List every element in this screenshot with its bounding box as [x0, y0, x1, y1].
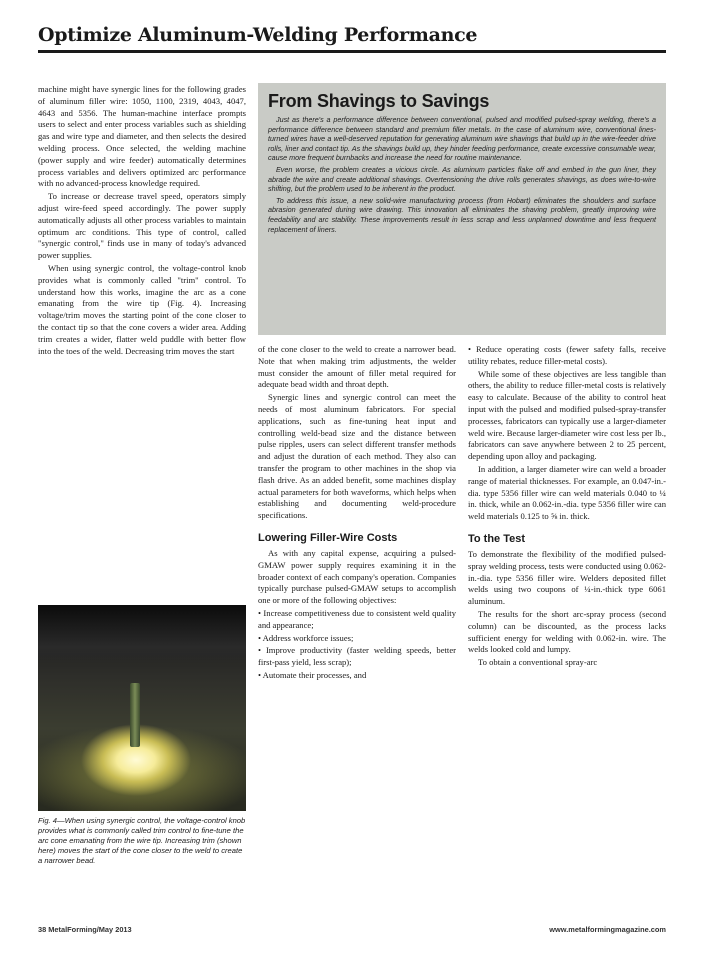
- sidebar-title: From Shavings to Savings: [268, 91, 490, 111]
- figure-caption: Fig. 4—When using synergic control, the voltage-control knob provides what is commonly called trim control to fine-tune the arc cone emanating from the wire tip. Increasing trim (shown here) moves the start of the cone closer to the weld to create a narrower bead.: [38, 816, 246, 865]
- header-rule: [38, 50, 666, 53]
- section-heading-to-the-test: To the Test: [468, 532, 526, 545]
- right-column: [468, 344, 666, 670]
- middle-paragraph: Synergic lines and synergic control can meet the needs of most aluminum fabricators. For special applications, such as fine-tuning heat input and controlling weld-bead size and the distance between pulse ripples, users can select different transfer methods and adjust the duration of each method. They also can transfer the program to other machines in the shop via flash drive. As an added benefit, some machines display actual parameters for both waveforms, which helps when establishing and documenting weld-procedure specifications.: [258, 392, 456, 521]
- left-paragraph: machine might have synergic lines for the following grades of aluminum filler wire: 1050, 1100, 2319, 4043, 4047, 4643 and 5356. The human-machine interface prompts users to select and enter process variables such as shielding gas and wire type and diameter, and then selects the desired welding process. Once selected, the welding machine (power supply and wire feeder) automatically determines process variables and delivers optimized arc performance with no advanced-process knowledge required.: [38, 84, 246, 189]
- right-paragraph: While some of these objectives are less tangible than others, the ability to reduce filler-metal costs is relatively easy to calculate. Because of the ability to control heat input with the pulsed and modified pulsed-spray-transfer processes, fabricators can typically use a larger-diameter weld wire. Because larger-diameter wire cost less per lb., fabricators can save anywhere between 2 to 25 percent, depending upon alloy and packaging.: [468, 368, 666, 462]
- objective-bullet: • Address workforce issues;: [258, 632, 354, 643]
- footer-url: www.metalformingmagazine.com: [549, 925, 666, 934]
- welding-arc-photo: [38, 605, 246, 811]
- left-column: [38, 84, 246, 358]
- right-paragraph: In addition, a larger diameter wire can weld a broader range of material thicknesses. For example, an 0.047-in.-dia. type 5356 filler wire can weld materials 0.040 to ¼ in. thick, while an 0.062-in.-dia. type 5356 filler wire can weld materials 0.125 to ⅝ in. thick.: [468, 463, 666, 522]
- left-paragraph: To increase or decrease travel speed, operators simply adjust wire-feed speed accordingly. The power supply automatically adjusts all other process variables to maintain optimum arc conditions. This type of control, called "synergic control," finds use in many of today's advanced power supplies.: [38, 191, 246, 261]
- page-header-title: Optimize Aluminum-Welding Performance: [38, 24, 478, 46]
- middle-column: [258, 344, 456, 683]
- objective-bullet: • Improve productivity (faster welding speeds, better first-pass yield, less scrap);: [258, 645, 456, 668]
- right-paragraph: To demonstrate the flexibility of the modified pulsed-spray welding process, tests were conducted using 0.062-in.-dia. type 5356 filler wire. Welders deposited fillet welds using two coupons of ¼-in.-thick type 6061 aluminum.: [468, 548, 666, 607]
- right-paragraph: The results for the short arc-spray process (second column) can be discounted, as the process lacks sufficient energy for welding with 0.062-in. wire. The welds looked cold and lumpy.: [468, 608, 666, 655]
- section-heading-filler-wire-costs: Lowering Filler-Wire Costs: [258, 531, 398, 544]
- objective-bullet: • Automate their processes, and: [258, 669, 367, 680]
- objective-bullet: • Increase competitiveness due to consistent weld quality and appearance;: [258, 607, 456, 630]
- left-paragraph: When using synergic control, the voltage-control knob provides what is commonly called "trim" control. To understand how this works, imagine the arc as a cone emanating from the wire tip (Fig. 4). Increasing voltage/trim moves the starting point of the cone closer to the contact tip so that the cone covers a wider area. Adding trim creates a wider, flatter weld puddle with better flow into the toes of the weld. Decreasing trim moves the start: [38, 262, 246, 356]
- right-paragraph: To obtain a conventional spray-arc: [478, 657, 598, 668]
- sidebar-paragraph: Even worse, the problem creates a vicious circle. As aluminum particles flake off and embed in the gun liner, they abrade the wire and create additional shavings. Overtensioning the drive rolls generates shavings, as does wire-to-wire shifting, but the problem used to be inherent in the product.: [268, 164, 656, 194]
- objective-bullet: • Reduce operating costs (fewer safety falls, receive utility rebates, reduce filler-metal costs).: [468, 344, 666, 366]
- welding-gun-shape: [38, 605, 246, 665]
- sidebar-paragraph: Just as there's a performance difference between conventional, pulsed and modified pulsed-spray welding, there's a performance difference between standard and premium filler metals. In the case of aluminum wire, conventional lines-turned wires have a well-deserved reputation for generating aluminum wire shavings that build up in the wire-feeder drive rolls, liner and contact tip. As the shavings build up, they hinder feeding performance, create excessive consumable wear, cause more frequent burnbacks and increase the need for routine maintenance.: [268, 115, 656, 163]
- sidebar-box: [258, 83, 666, 335]
- middle-paragraph: As with any capital expense, acquiring a pulsed-GMAW power supply requires examining it in the broader context of each company's operation. Companies typically purchase pulsed-GMAW setups to accomplish one or more of the following objectives:: [258, 547, 456, 606]
- sidebar-paragraph: To address this issue, a new solid-wire manufacturing process (from Hobart) eliminates the shoulders and surface abrasion generated during wire drawing. This innovation all eliminates the shaving problem, greatly improving wire feedability and arc stability. These improvements result in less scrap and less unplanned downtime and less frequent replacement of liners.: [268, 195, 656, 234]
- footer-page-info: 38 MetalForming/May 2013: [38, 925, 132, 934]
- middle-paragraph: of the cone closer to the weld to create a narrower bead. Note that when making trim adjustments, the welder must consider the amount of filler metal required for adequate bead width and throat depth.: [258, 344, 456, 390]
- wire-tip-shape: [130, 683, 140, 747]
